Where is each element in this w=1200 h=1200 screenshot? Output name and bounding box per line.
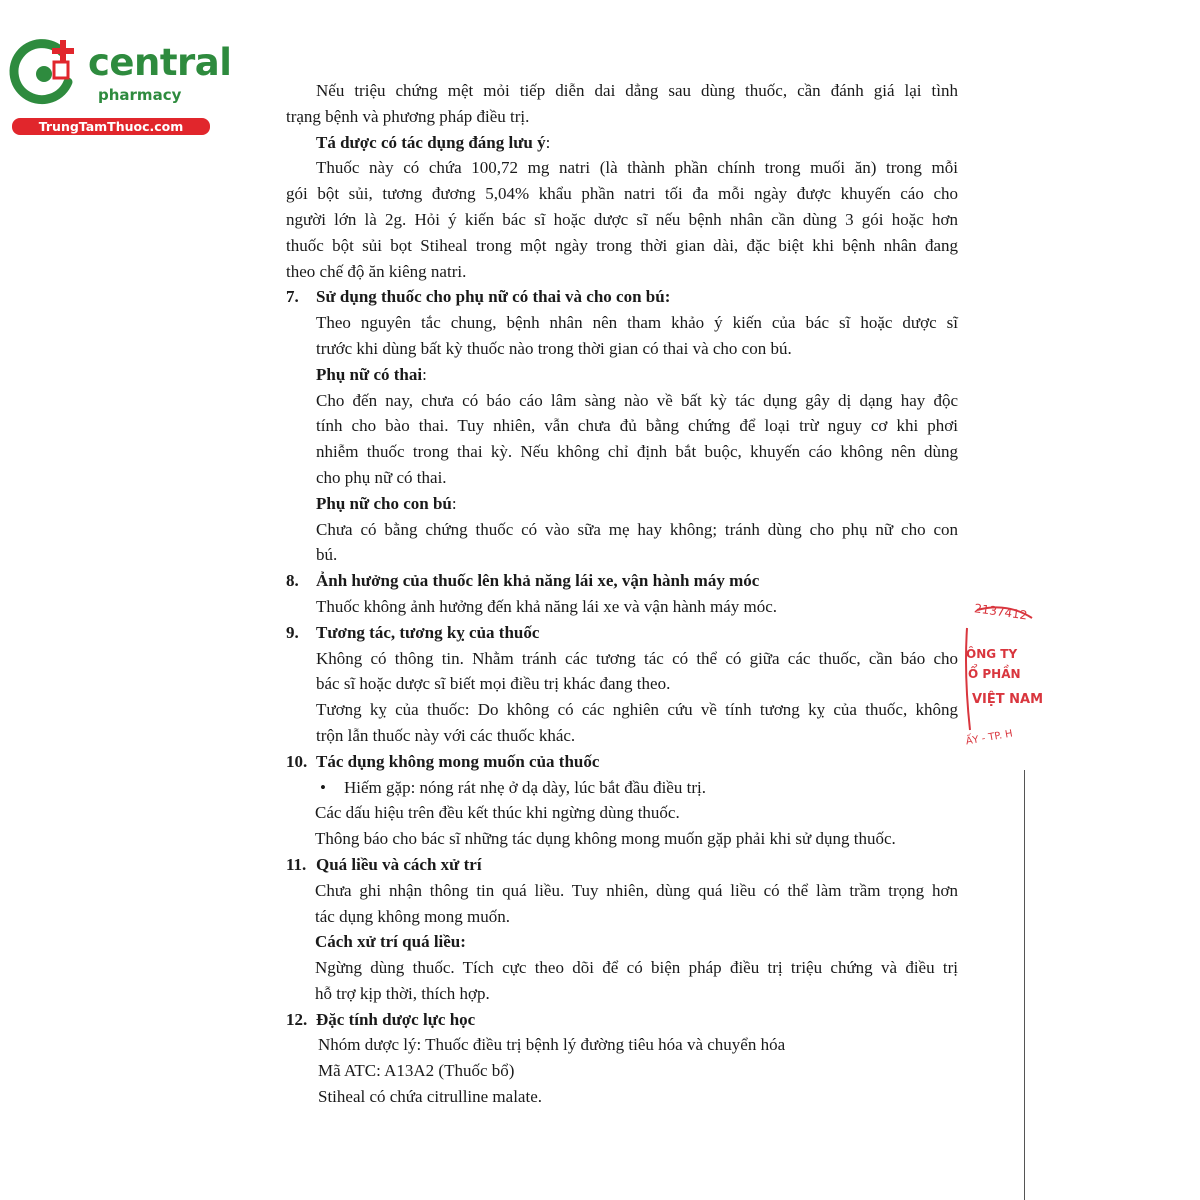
subheading-text: Phụ nữ cho con bú bbox=[316, 493, 452, 513]
subheading-suffix: : bbox=[545, 132, 551, 152]
text-line: Thuốc này có chứa 100,72 mg natri (là thành phần chính trong muối ăn) trong mỗi bbox=[316, 158, 958, 178]
text-line: bác sĩ hoặc dược sĩ biết mọi điều trị khác đang theo. bbox=[316, 674, 671, 694]
subheading-line bbox=[286, 491, 958, 517]
section-number: 9. bbox=[286, 622, 299, 642]
text-line: Chưa ghi nhận thông tin quá liều. Tuy nhiên, dùng quá liều có thể làm trầm trọng hơn bbox=[315, 880, 958, 900]
section-heading bbox=[286, 568, 958, 594]
text-line: gói bột sủi, tương đương 5,04% khẩu phần natri tối đa mỗi ngày được khuyến cáo cho bbox=[286, 184, 958, 204]
logo-url-badge: TrungTamThuoc.com bbox=[12, 118, 210, 135]
text-line: Stiheal có chứa citrulline malate. bbox=[318, 1087, 542, 1107]
brand-logo bbox=[10, 38, 232, 138]
section-heading bbox=[286, 284, 958, 310]
bullet-item bbox=[286, 775, 958, 801]
document-body bbox=[286, 78, 958, 1110]
section-number: 7. bbox=[286, 287, 299, 307]
logo-name: central bbox=[88, 41, 232, 84]
central-pharmacy-logo-icon bbox=[10, 38, 80, 108]
stamp-number: 2137412 bbox=[973, 601, 1029, 623]
subheading-line bbox=[286, 130, 958, 156]
text-line: tác dụng không mong muốn. bbox=[315, 906, 511, 926]
section-number: 8. bbox=[286, 571, 299, 591]
text-line: theo chế độ ăn kiêng natri. bbox=[286, 261, 467, 281]
section-title: Sử dụng thuốc cho phụ nữ có thai và cho con bú: bbox=[316, 287, 671, 307]
subheading-line bbox=[286, 929, 958, 955]
text-line: trạng bệnh và phương pháp điều trị. bbox=[286, 106, 530, 126]
section-heading bbox=[286, 620, 958, 646]
text-line: trước khi dùng bất kỳ thuốc nào trong thời gian có thai và cho con bú. bbox=[316, 338, 792, 358]
section-heading bbox=[286, 1007, 958, 1033]
text-line: trộn lẫn thuốc này với các thuốc khác. bbox=[316, 725, 576, 745]
section-title: Quá liều và cách xử trí bbox=[316, 854, 482, 874]
text-line: Cho đến nay, chưa có báo cáo lâm sàng nào về bất kỳ tác dụng gây dị dạng hay độc bbox=[316, 390, 958, 410]
text-line: Nhóm dược lý: Thuốc điều trị bệnh lý đường tiêu hóa và chuyển hóa bbox=[318, 1035, 786, 1055]
section-heading bbox=[286, 749, 958, 775]
text-line: bú. bbox=[316, 545, 338, 565]
section-title: Đặc tính dược lực học bbox=[316, 1009, 476, 1029]
page-edge-line bbox=[1024, 770, 1025, 1200]
text-line: Các dấu hiệu trên đều kết thúc khi ngừng dùng thuốc. bbox=[315, 803, 680, 823]
text-line: Chưa có bằng chứng thuốc có vào sữa mẹ hay không; tránh dùng cho phụ nữ cho con bbox=[316, 519, 958, 539]
text-line: Ngừng dùng thuốc. Tích cực theo dõi để có biện pháp điều trị triệu chứng và điều trị bbox=[315, 958, 958, 978]
text-line: nhiễm thuốc trong thai kỳ. Nếu không chỉ định bắt buộc, khuyến cáo không nên dùng bbox=[316, 442, 958, 462]
text-line: Theo nguyên tắc chung, bệnh nhân nên tham khảo ý kiến của bác sĩ hoặc dược sĩ bbox=[316, 313, 958, 333]
text-line: Nếu triệu chứng mệt mỏi tiếp diễn dai dẳng sau dùng thuốc, cần đánh giá lại tình bbox=[316, 81, 958, 100]
stamp-line-2: Ổ PHẦN bbox=[968, 667, 1021, 681]
logo-subtitle: pharmacy bbox=[98, 86, 182, 104]
section-number: 10. bbox=[286, 751, 308, 771]
section-title: Tác dụng không mong muốn của thuốc bbox=[316, 751, 600, 771]
subheading-text: Cách xử trí quá liều: bbox=[315, 932, 466, 952]
text-line: Tương kỵ của thuốc: Do không có các nghiên cứu về tính tương kỵ của thuốc, không bbox=[316, 700, 958, 720]
section-title: Ảnh hưởng của thuốc lên khả năng lái xe, vận hành máy móc bbox=[316, 571, 760, 591]
section-number: 11. bbox=[286, 854, 307, 874]
stamp-line-4: ẤY - TP. H bbox=[965, 728, 1014, 748]
section-number: 12. bbox=[286, 1009, 308, 1029]
text-line: Mã ATC: A13A2 (Thuốc bổ) bbox=[318, 1061, 515, 1081]
text-line: người lớn là 2g. Hỏi ý kiến bác sĩ hoặc dược sĩ nếu bệnh nhân cần dùng 3 gói hoặc hơn bbox=[286, 209, 958, 229]
subheading-text: Tá dược có tác dụng đáng lưu ý bbox=[316, 132, 546, 152]
subheading-text: Phụ nữ có thai bbox=[316, 364, 423, 384]
subheading-suffix: : bbox=[422, 364, 427, 384]
text-line: Thuốc không ảnh hưởng đến khả năng lái xe và vận hành máy móc. bbox=[316, 596, 778, 616]
text-line: cho phụ nữ có thai. bbox=[316, 467, 447, 487]
section-title: Tương tác, tương kỵ của thuốc bbox=[316, 622, 540, 642]
text-line: tính cho bào thai. Tuy nhiên, vẫn chưa đủ bằng chứng để loại trừ nguy cơ khi phơi bbox=[316, 416, 958, 436]
text-line: Không có thông tin. Nhằm tránh các tương tác có thể có giữa các thuốc, cần báo cho bbox=[316, 648, 958, 668]
subheading-line bbox=[286, 362, 958, 388]
subheading-suffix: : bbox=[451, 493, 457, 513]
company-seal-stamp bbox=[962, 600, 1044, 750]
text-line: Thông báo cho bác sĩ những tác dụng không mong muốn gặp phải khi sử dụng thuốc. bbox=[315, 829, 896, 849]
text-line: thuốc bột sủi bọt Stiheal trong một ngày trong thời gian dài, đặc biệt khi bệnh nhân đang bbox=[286, 235, 958, 255]
section-heading bbox=[286, 852, 958, 878]
bullet-icon: • bbox=[320, 777, 326, 797]
text-line: hỗ trợ kịp thời, thích hợp. bbox=[315, 983, 490, 1003]
stamp-line-3: VIỆT NAM bbox=[972, 692, 1044, 707]
bullet-text: Hiếm gặp: nóng rát nhẹ ở dạ dày, lúc bắt đầu điều trị. bbox=[344, 777, 706, 797]
stamp-line-1: ÔNG TY bbox=[966, 647, 1018, 661]
